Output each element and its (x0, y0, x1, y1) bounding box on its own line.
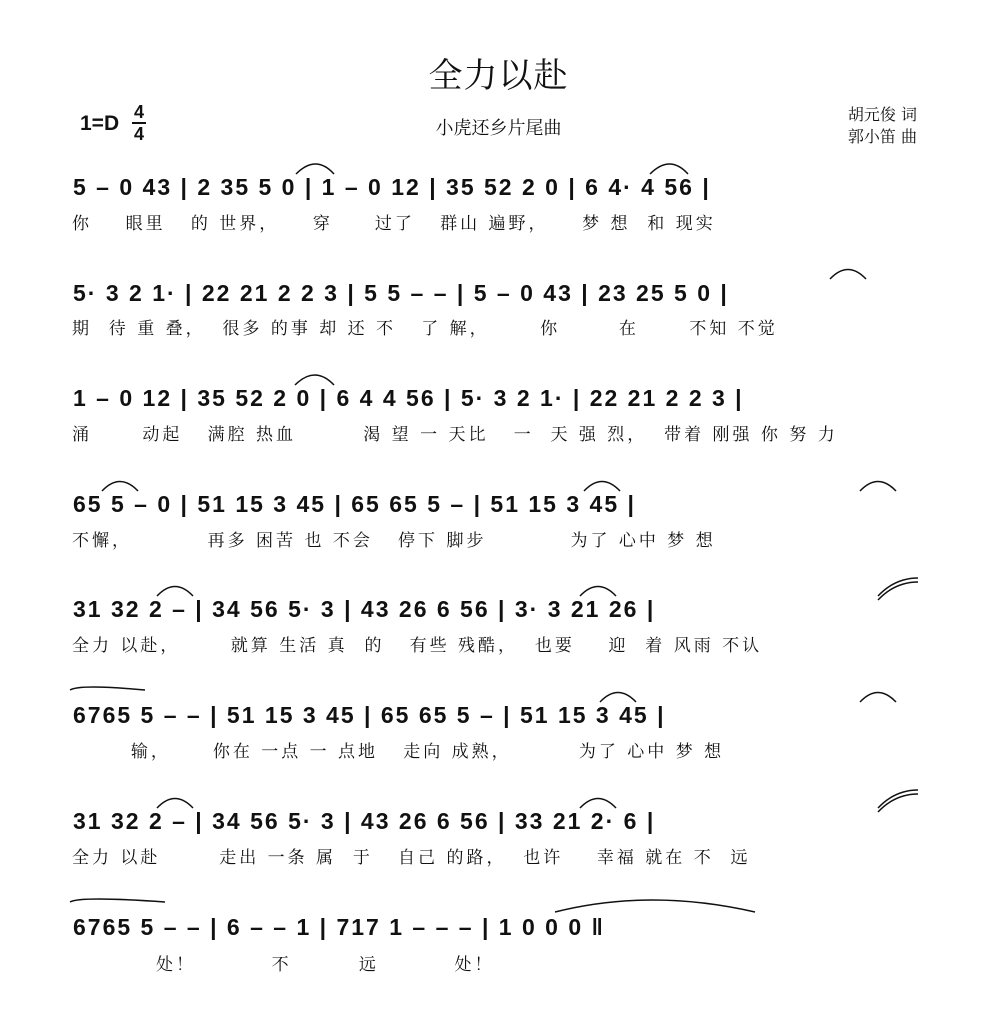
notation-line-8: 6765 5 – – | 6 – – 1 | 717 1 – – – | 1 0 0 0 ‖ (73, 914, 605, 940)
credits (848, 104, 917, 148)
lyrics-line-3: 涌 动起 满腔 热血 渴 望 一 天比 一 天 强 烈， 带着 刚强 你 努 力 (72, 425, 838, 445)
notation-line-2: 5· 3 2 1· | 22 21 2 2 3 | 5 5 – – | 5 – 0 43 | 23 25 5 0 | (73, 280, 729, 306)
lyrics-line-8: 处！ 不 远 处！ (72, 955, 495, 975)
slur-mark (860, 693, 896, 703)
tie-mark (878, 790, 918, 808)
notation-line-5: 31 32 2 – | 34 56 5· 3 | 43 26 6 56 | 3· 3 21 26 | (73, 596, 656, 622)
slur-mark (830, 270, 866, 280)
slur-mark (860, 482, 896, 492)
notation-line-4: 65 5 – 0 | 51 15 3 45 | 65 65 5 – | 51 15 3 45 | (73, 491, 636, 517)
tie-mark (70, 687, 145, 690)
time-signature-bottom: 4 (133, 124, 144, 144)
tie-mark (878, 794, 918, 812)
lyrics-line-6: 输， 你在 一点 一 点地 走向 成熟， 为了 心中 梦 想 (72, 742, 725, 762)
lyrics-line-5: 全力 以赴， 就算 生活 真 的 有些 残酷， 也要 迎 着 风雨 不认 (72, 636, 763, 656)
lyrics-line-1: 你 眼里 的 世界， 穿 过了 群山 遍野， 梦 想 和 现实 (72, 214, 716, 234)
song-subtitle: 小虎还乡片尾曲 (435, 118, 562, 139)
song-title: 全力以赴 (428, 56, 569, 96)
time-signature-top: 4 (133, 102, 144, 122)
lyrics-line-4: 不懈， 再多 困苦 也 不会 停下 脚步 为了 心中 梦 想 (72, 531, 716, 551)
notation-line-1: 5 – 0 43 | 2 35 5 0 | 1 – 0 12 | 35 52 2 0 | 6 4· 4 56 | (73, 174, 711, 200)
notation-line-6: 6765 5 – – | 51 15 3 45 | 65 65 5 – | 51 15 3 45 | (73, 702, 666, 728)
time-signature (131, 102, 147, 144)
composer-credit: 郭小笛 曲 (847, 127, 917, 146)
tie-mark (878, 582, 918, 600)
key-signature: 1=D (80, 112, 120, 135)
lyricist-credit: 胡元俊 词 (847, 105, 917, 124)
lyrics-line-2: 期 待 重 叠， 很多 的事 却 还 不 了 解， 你 在 不知 不觉 (72, 319, 778, 339)
notation-line-3: 1 – 0 12 | 35 52 2 0 | 6 4 4 56 | 5· 3 2 1· | 22 21 2 2 3 | (73, 385, 744, 411)
notation-line-7: 31 32 2 – | 34 56 5· 3 | 43 26 6 56 | 33 21 2· 6 | (73, 808, 656, 834)
tie-mark (878, 578, 918, 596)
lyrics-line-7: 全力 以赴 走出 一条 属 于 自己 的路， 也许 幸福 就在 不 远 (72, 848, 751, 868)
tie-mark (70, 899, 165, 902)
